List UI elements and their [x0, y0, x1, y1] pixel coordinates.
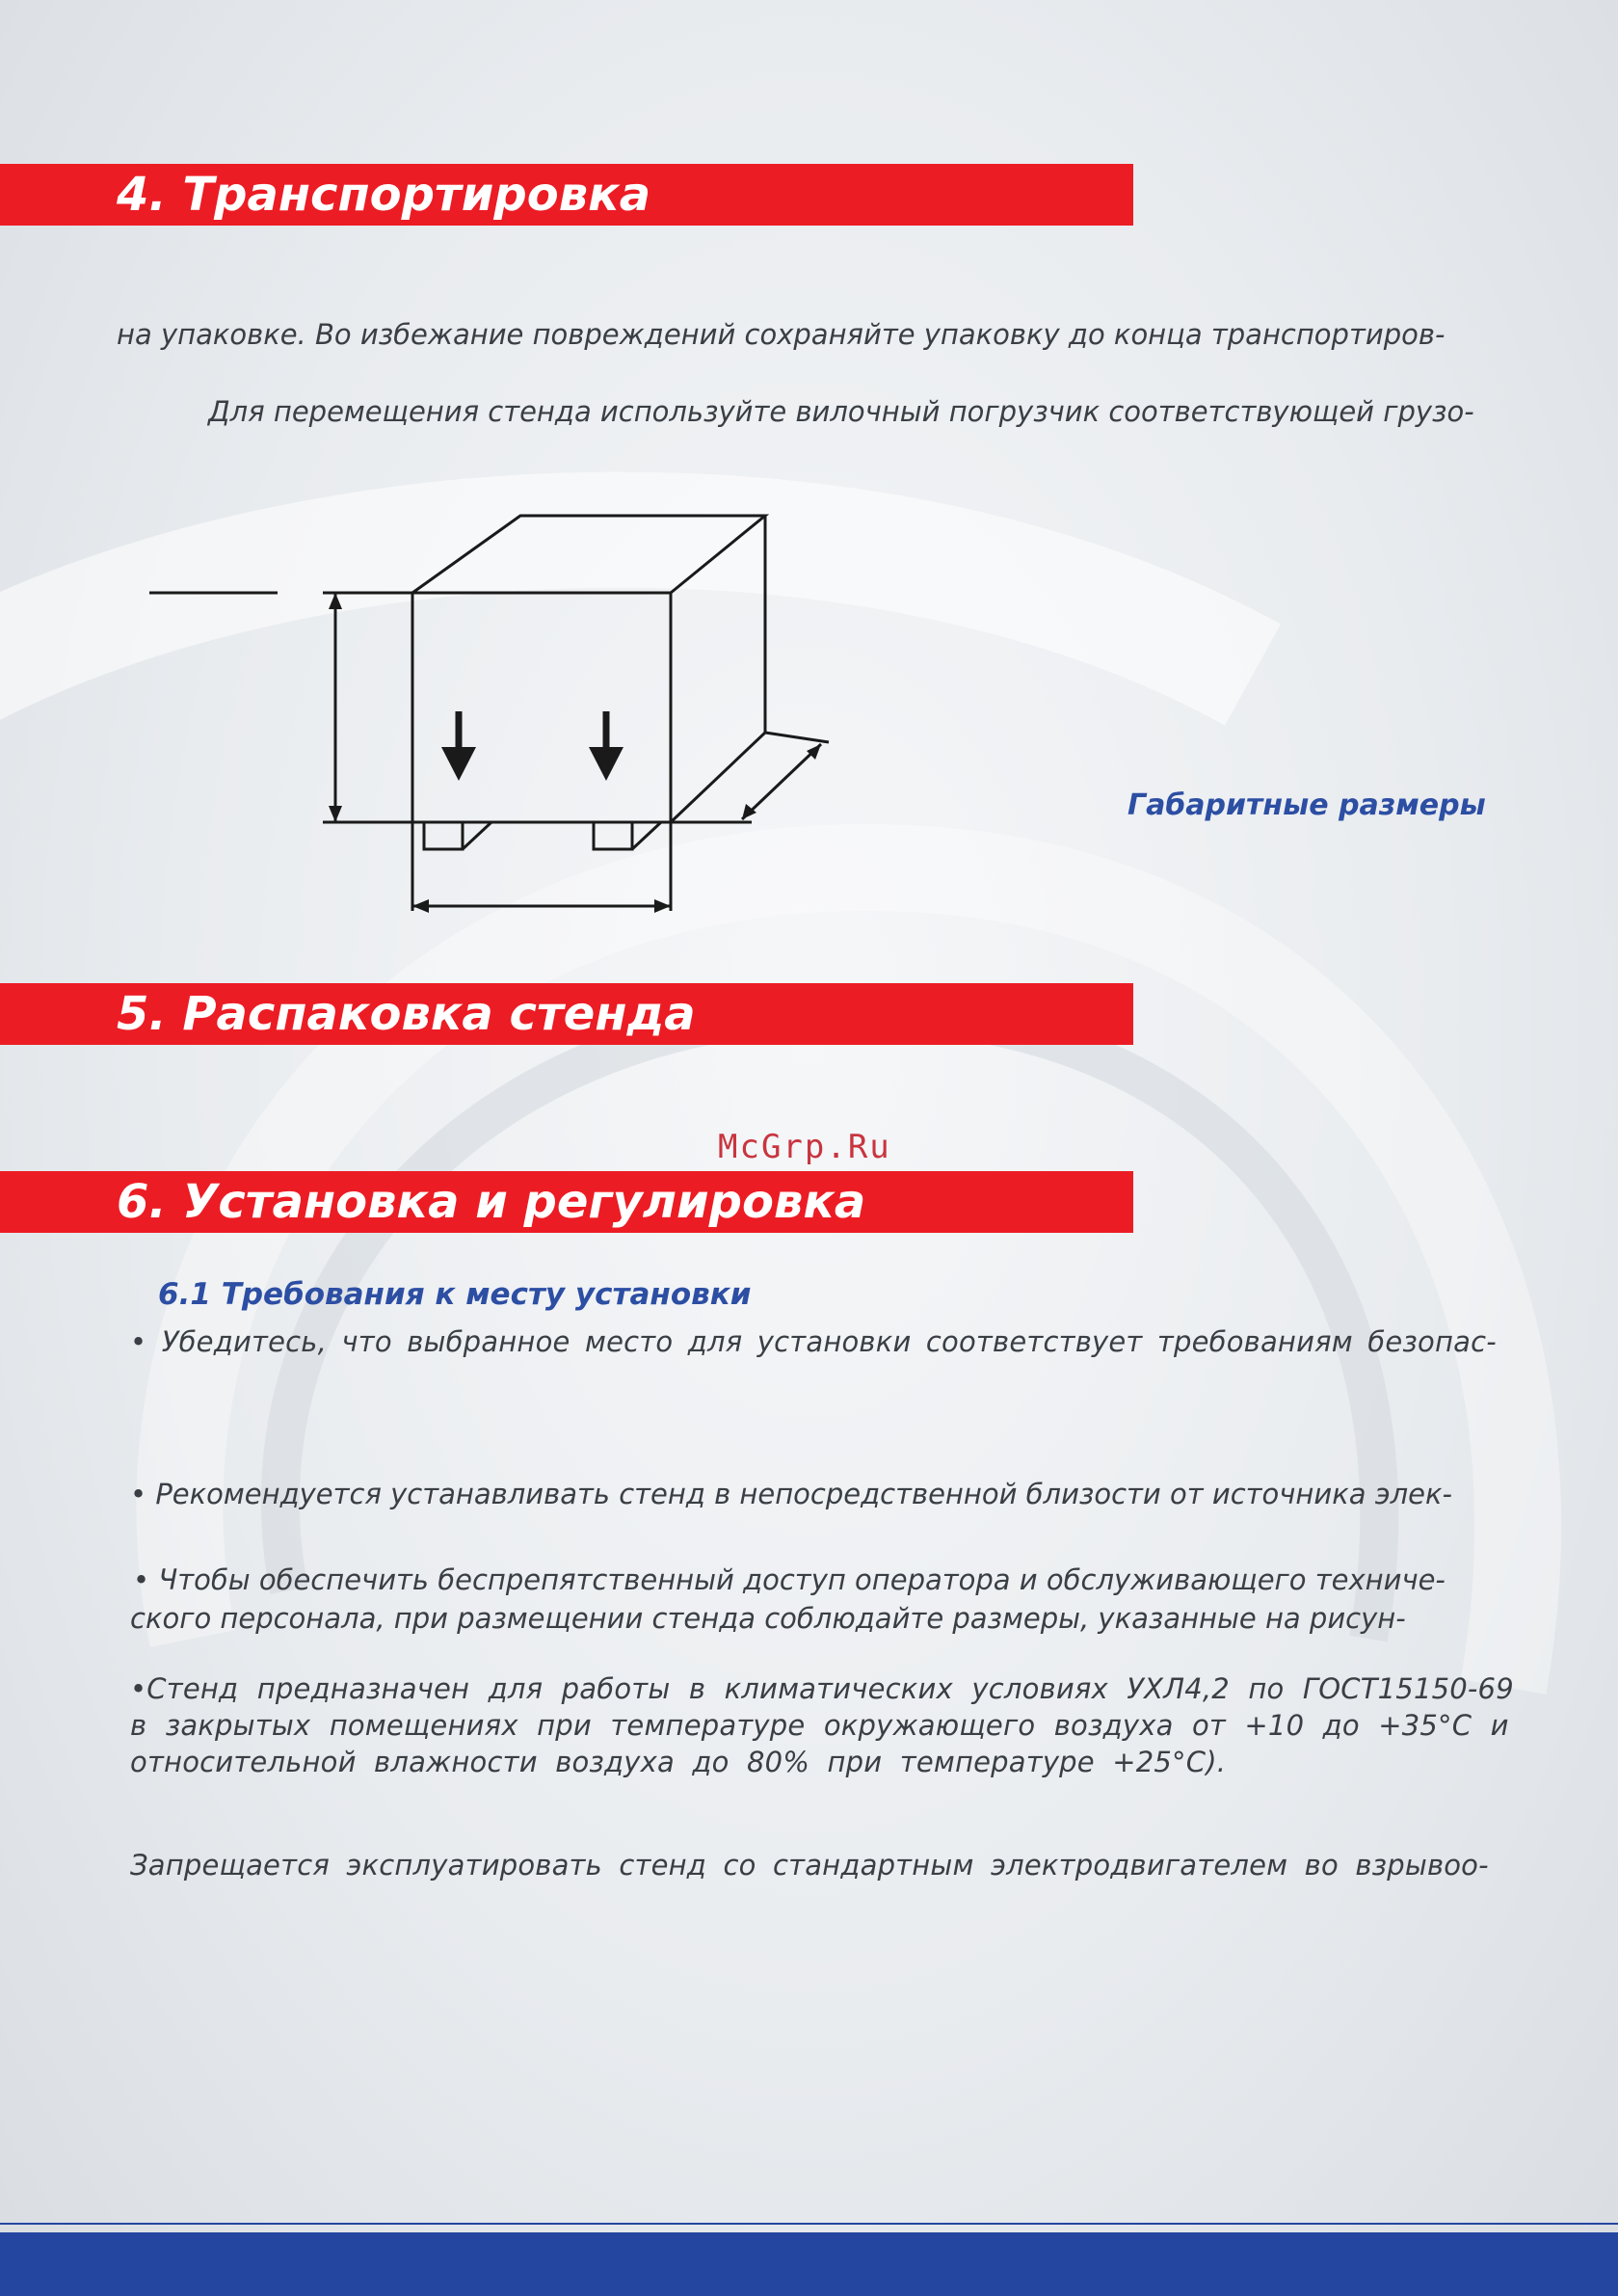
section-5-banner	[0, 983, 1133, 1045]
footer-line	[0, 2223, 1618, 2225]
prohibition-text: Запрещается эксплуатировать стенд со стандартным электродвигателем во взрывоо-	[130, 1849, 1489, 1882]
bullet-access-line-2: ского персонала, при размещении стенда соблюдайте размеры, указанные на рисун-	[130, 1602, 1406, 1635]
bullet-access-line-1: • Чтобы обеспечить беспрепятственный доступ оператора и обслуживающего техниче-	[133, 1563, 1446, 1596]
climate-line-2: в закрытых помещениях при температуре окружающего воздуха от +10 до +35°С и	[130, 1709, 1509, 1742]
section-4-title: 4. Транспортировка	[117, 168, 651, 222]
subsection-title: 6.1 Требования к месту установки	[158, 1277, 752, 1312]
bullet-power-source: • Рекомендуется устанавливать стенд в непосредственной близости от источника элек-	[130, 1478, 1452, 1510]
figure-caption: Габаритные размеры	[1127, 788, 1486, 822]
watermark: McGrp.Ru	[718, 1128, 891, 1166]
down-arrow-icon	[441, 711, 476, 781]
climate-line-3: относительной влажности воздуха до 80% при температуре +25°С).	[130, 1746, 1227, 1778]
section-5-title: 5. Распаковка стенда	[117, 987, 696, 1041]
transport-text-line-2: Для перемещения стенда используйте вилочный погрузчик соответствующей грузо-	[208, 395, 1474, 428]
climate-line-1: •Стенд предназначен для работы в климатических условиях УХЛ4,2 по ГОСТ15150-69	[130, 1672, 1514, 1705]
transport-text-line-1: на упаковке. Во избежание повреждений сохраняйте упаковку до конца транспортиров-	[117, 318, 1446, 351]
section-4-banner	[0, 164, 1133, 226]
footer-bar	[0, 2232, 1618, 2296]
dimensions-diagram	[135, 501, 867, 925]
bullet-safety: • Убедитесь, что выбранное место для установки соответствует требованиям безопас-	[130, 1325, 1497, 1358]
section-6-banner	[0, 1171, 1133, 1233]
section-6-title: 6. Установка и регулировка	[117, 1175, 866, 1229]
down-arrow-icon	[589, 711, 623, 781]
